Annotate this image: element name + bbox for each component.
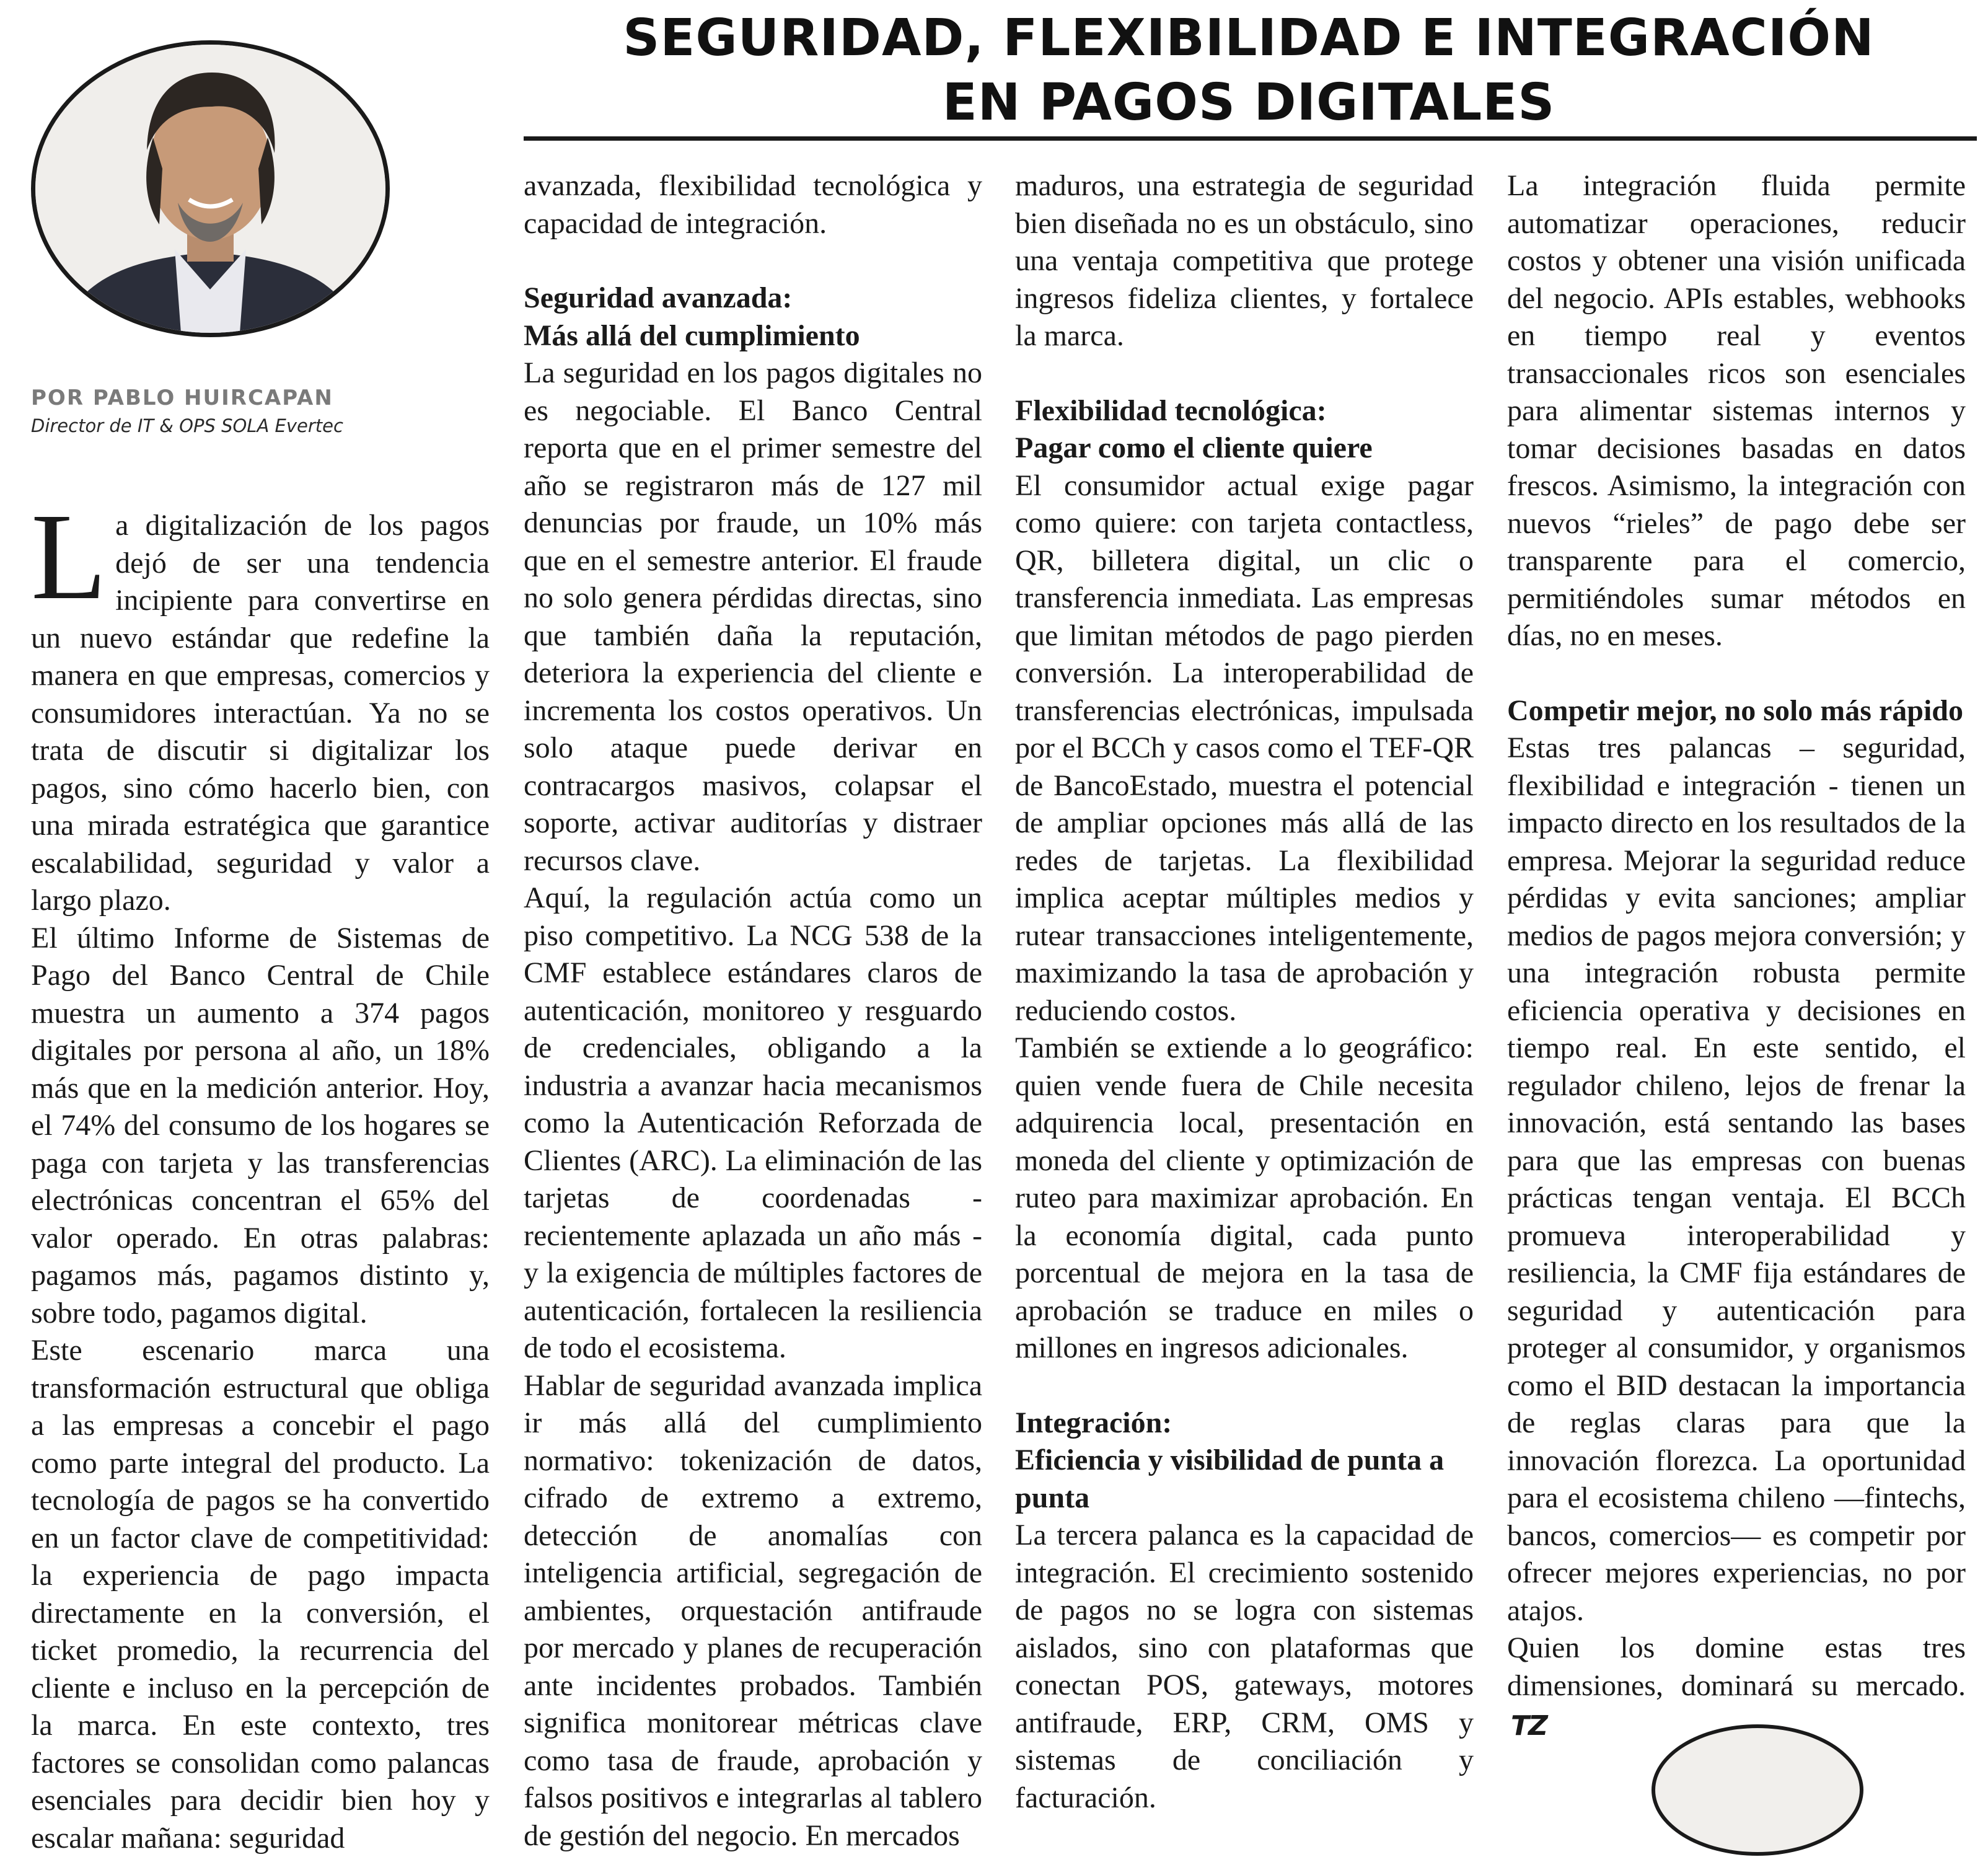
paragraph: avanzada, flexibilidad tecnológica y capacidad de integración. <box>524 169 982 240</box>
paragraph: La integración fluida permite automatizar operaciones, reducir costos y obtener una visión unificada del negocio. APIs estables, webhooks en tiempo real y eventos transaccionales ricos son esenciales para alimentar sistemas internos y tomar decisiones basadas en datos frescos. Asimismo, la integración con nuevos “rieles” de pago debe ser transparente para el comercio, permitiéndoles sumar métodos en días, no en meses. <box>1507 169 1966 652</box>
spacer <box>1015 1367 1474 1405</box>
column-4 <box>1507 167 1966 1745</box>
paragraph: Estas tres palancas – seguridad, flexibilidad e integración - tienen un impacto directo en los resultados de la empresa. Mejorar la seguridad reduce pérdidas y evita sanciones; ampliar medios de pagos mejora conversión; y una integración robusta permite eficiencia operativa y decisiones en tiempo real. En este sentido, el regulador chileno, lejos de frenar la innovación, está sentando las bases para que las empresas con buenas prácticas tengan ventaja. El BCCh promueva interoperabilidad y resiliencia, la CMF fija estándares de seguridad y autenticación para proteger al consumidor, y organismos como el BID destacan la importancia de reglas claras para que la innovación florezca. La oportunidad para el ecosistema chileno —fintechs, bancos, comercios— es competir por ofrecer mejores experiencias, no por atajos. <box>1507 731 1966 1627</box>
paragraph: Aquí, la regulación actúa como un piso competitivo. La NCG 538 de la CMF establece estándares claros de autenticación, monitoreo y resguardo de credenciales, obligando a la industria a avanzar hacia mecanismos como la Autenticación Reforzada de Clientes (ARC). La eliminación de las tarjetas de coordenadas - recientemente aplazada un año más - y la exigencia de múltiples factores de autenticación, fortalecen la resiliencia de todo el ecosistema. <box>524 881 982 1364</box>
author-byline: POR PABLO HUIRCAPAN <box>31 386 333 410</box>
intro-text: a digitalización de los pagos dejó de ser una tendencia incipiente para convertirse en un nuevo estándar que redefine la manera en que empresas, comercios y consumidores interactúan. Ya no se trata de discutir si digitalizar los pagos, sino cómo hacerlo bien, con una mirada estratégica que garantice escalabilidad, seguridad y valor a largo plazo. <box>31 509 490 917</box>
paragraph <box>31 488 490 920</box>
paragraph: El último Informe de Sistemas de Pago del Banco Central de Chile muestra un aumento a 374 pagos digitales por persona al año, un 18% más que en la medición anterior. Hoy, el 74% del consumo de los hogares se paga con tarjeta y las transferencias electrónicas concentran el 65% del valor operado. En otras palabras: pagamos más, pagamos distinto y, sobre todo, pagamos digital. <box>31 921 490 1330</box>
publication-logo-icon: TZ <box>1511 1710 1547 1742</box>
subheading: Pagar como el cliente quiere <box>1015 431 1373 464</box>
subheading: Competir mejor, no solo más rápido <box>1507 694 1963 727</box>
headline <box>527 6 1971 135</box>
author-portrait <box>31 40 390 337</box>
paragraph: También se extiende a lo geográfico: quien vende fuera de Chile necesita adquirencia local, presentación en moneda del cliente y optimización de ruteo para maximizar aprobación. En la economía digital, cada punto porcentual de mejora en la tasa de aprobación se traduce en miles o millones en ingresos adicionales. <box>1015 1031 1474 1364</box>
subheading: Seguridad avanzada: <box>524 281 793 314</box>
title-rule <box>524 136 1977 141</box>
paragraph: maduros, una estrategia de seguridad bien diseñada no es un obstáculo, sino una ventaja competitiva que protege ingresos fideliza clientes, y fortalece la marca. <box>1015 169 1474 352</box>
subheading: Integración: <box>1015 1406 1172 1439</box>
paragraph: El consumidor actual exige pagar como quiere: con tarjeta contactless, QR, billetera digital, un clic o transferencia inmediata. Las empresas que limitan métodos de pago pierden conversión. La interoperabilidad de transferencias electrónicas, impulsada por el BCCh y casos como el TEF-QR de BancoEstado, muestra el potencial de ampliar opciones más allá de las redes de tarjetas. La flexibilidad implica aceptar múltiples medios y rutear transacciones inteligentemente, maximizando la tasa de aprobación y reduciendo costos. <box>1015 469 1474 1027</box>
subheading: Eficiencia y visibilidad de punta a punta <box>1015 1444 1445 1514</box>
column-1 <box>31 488 490 1857</box>
subheading: Más allá del cumplimiento <box>524 319 860 352</box>
column-2 <box>524 167 982 1855</box>
author-photo-illustration <box>35 45 385 333</box>
paragraph: Este escenario marca una transformación estructural que obliga a las empresas a concebir el pago como parte integral del producto. La tecnología de pagos se ha convertido en un factor clave de competitividad: la experiencia de pago impacta directamente en la conversión, el ticket promedio, la recurrencia del cliente e incluso en la percepción de la marca. En este contexto, tres factores se consolidan como palancas esenciales para decidir bien hoy y escalar mañana: seguridad <box>31 1334 490 1855</box>
spacer <box>1507 655 1966 692</box>
spacer <box>1015 355 1474 392</box>
column-3 <box>1015 167 1474 1817</box>
closing-text: Quien los domine estas tres dimensiones, dominará su mercado. <box>1507 1631 1966 1702</box>
headline-line-2: EN PAGOS DIGITALES <box>942 73 1555 132</box>
spacer <box>524 242 982 280</box>
paragraph: La seguridad en los pagos digitales no es negociable. El Banco Central reporta que en el primer semestre del año se registraron más de 127 mil denuncias por fraude, un 10% más que en el semestre anterior. El fraude no solo genera pérdidas directas, sino que también daña la reputación, deteriora la experiencia del cliente e incrementa los costos operativos. Un solo ataque puede derivar en contracargos masivos, colapsar el soporte, activar auditorías y distraer recursos clave. <box>524 356 982 877</box>
paragraph: Hablar de seguridad avanzada implica ir más allá del cumplimiento normativo: tokenización de datos, cifrado de extremo a extremo, detección de anomalías con inteligencia artificial, segregación de ambientes, orquestación antifraude por mercado y planes de recuperación ante incidentes probados. También significa monitorear métricas clave como tasa de fraude, aprobación y falsos positivos e integrarlas al tablero de gestión del negocio. En mercados <box>524 1369 982 1852</box>
subheading: Flexibilidad tecnológica: <box>1015 394 1327 427</box>
headline-line-1: SEGURIDAD, FLEXIBILIDAD E INTEGRACIÓN <box>623 9 1875 68</box>
author-role: Director de IT & OPS SOLA Evertec <box>31 415 343 436</box>
paragraph: La tercera palanca es la capacidad de integración. El crecimiento sostenido de pagos no se logra con sistemas aislados, sino con plataformas que conectan POS, gateways, motores antifraude, ERP, CRM, OMS y sistemas de conciliación y facturación. <box>1015 1519 1474 1814</box>
drop-cap: L <box>31 488 107 625</box>
